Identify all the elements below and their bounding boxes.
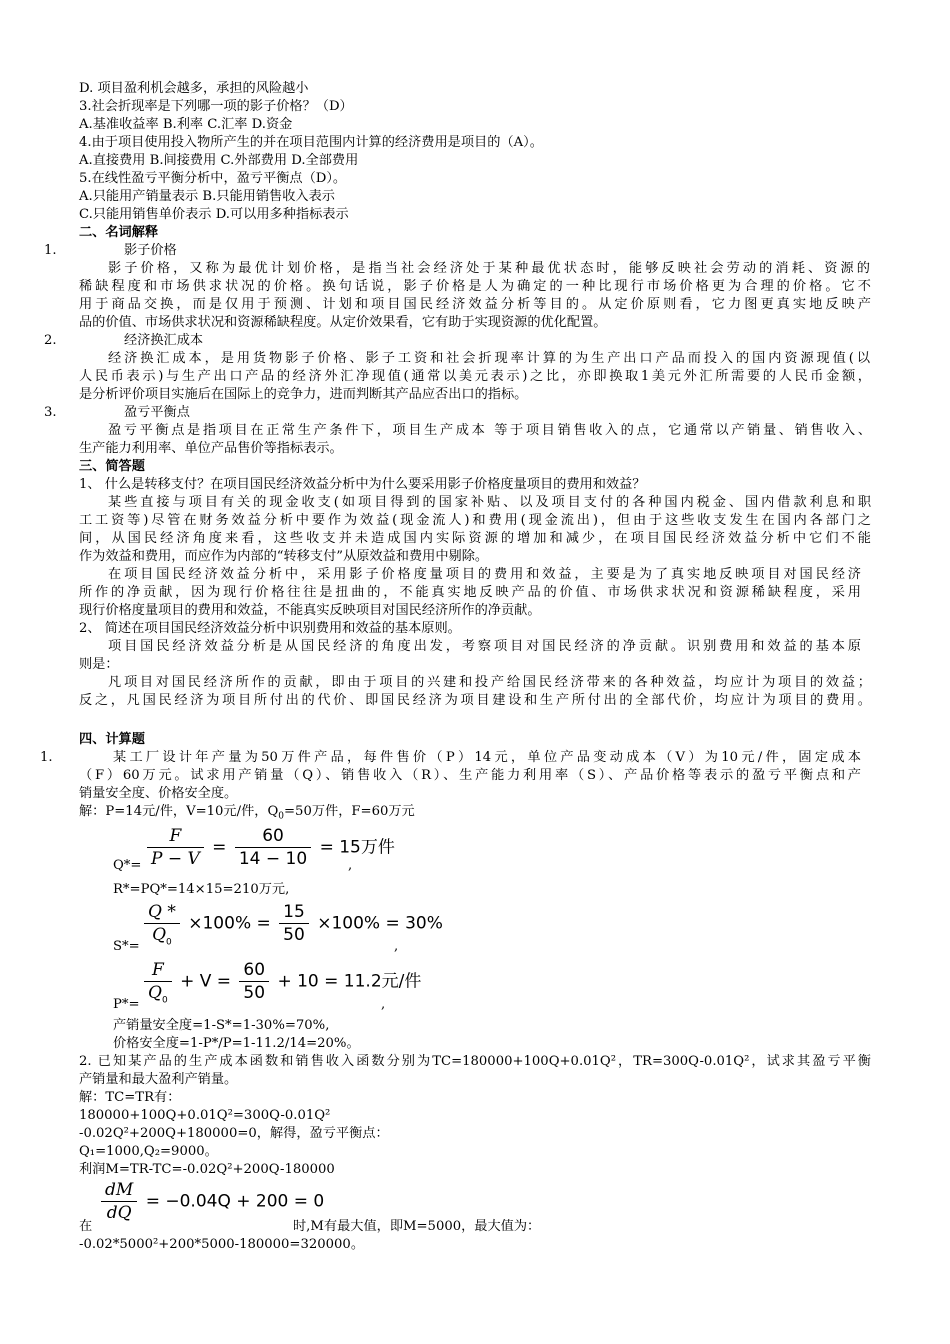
safety-line: 产销量安全度=1-S*=1-30%=70%, xyxy=(113,1018,330,1033)
term-body: 影子价格，又称为最优计划价格，是指当社会经济处于某种最优状态时，能够反映社会劳动的消耗、资源的 xyxy=(108,261,870,276)
solution-line: 在 xyxy=(79,1219,93,1234)
term-title: 盈亏平衡点 xyxy=(124,405,190,420)
section-heading: 二、名词解释 xyxy=(79,225,159,240)
term-body: 稀缺程度和市场供求状况的价格。换句话说，影子价格是人为确定的一种比现行市场价格更为合理的价格。它不 xyxy=(79,279,871,294)
term-body: 经济换汇成本，是用货物影子价格、影子工资和社会折现率计算的为生产出口产品而投入的国内资源现值(以 xyxy=(108,351,870,366)
r-star-line: R*=PQ*=14×15=210万元, xyxy=(113,882,290,897)
term-number: 3. xyxy=(44,405,57,420)
p-star-label: P*= xyxy=(113,997,140,1012)
derivative-equation: $\frac{dM}{dQ}$ = −0.04Q + 200 = 0 xyxy=(98,1180,324,1223)
section-heading: 四、计算题 xyxy=(79,732,145,747)
term-body: 盈亏平衡点是指项目在正常生产条件下，项目生产成本 等于项目销售收入的点，它通常以产销量、销售收入、 xyxy=(108,423,871,438)
answer-line: 工工资等)尽管在财务效益分析中要作为效益(现金流人)和费用(现金流出)，但由于这些收支发生在国内各部门之 xyxy=(79,513,871,528)
term-title: 影子价格 xyxy=(124,243,177,258)
term-number: 2. xyxy=(44,333,57,348)
q-star-label: Q*= xyxy=(113,858,142,873)
question-line: 1、 什么是转移支付？在项目国民经济效益分析中为什么要采用影子价格度量项目的费用和效益？ xyxy=(79,477,646,492)
question-line: 2、 简述在项目国民经济效益分析中识别费用和效益的基本原则。 xyxy=(79,621,461,636)
option-line: C.只能用销售单价表示 D.可以用多种指标表示 xyxy=(79,207,349,222)
option-line: D. 项目盈利机会越多，承担的风险越小 xyxy=(79,81,309,96)
solution-line: -0.02*5000²+200*5000-180000=320000。 xyxy=(79,1237,365,1252)
term-body: 用于商品交换，而是仅用于预测、计划和项目国民经济效益分析等目的。从定价原则看，它力图更真实地反映产 xyxy=(79,297,871,312)
answer-line: 作为效益和费用，而应作为内部的“转移支付”从原效益和费用中剔除。 xyxy=(79,549,489,564)
term-number: 1. xyxy=(44,243,57,258)
term-body: 生产能力利用率、单位产品售价等指标表示。 xyxy=(79,441,343,456)
problem-text: 销量安全度、价格安全度。 xyxy=(79,786,238,801)
solution-line: 时,M有最大值，即M=5000，最大值为： xyxy=(293,1219,541,1234)
answer-line: 项目国民经济效益分析是从国民经济的角度出发，考察项目对国民经济的净贡献。识别费用和效益的基本原 xyxy=(108,639,861,654)
answer-line: 在项目国民经济效益分析中，采用影子价格度量项目的费用和效益，主要是为了真实地反映项目对国民经济 xyxy=(108,567,861,582)
question-line: 5.在线性盈亏平衡分析中，盈亏平衡点（D）。 xyxy=(79,171,347,186)
solution-line: 利润M=TR-TC=-0.02Q²+200Q-180000 xyxy=(79,1162,335,1177)
answer-line: 所作的净贡献，因为现行价格往往是扭曲的，不能真实地反映产品的价值、市场供求状况和资源稀缺程度，采用 xyxy=(79,585,861,600)
problem-text: 某工厂设计年产量为50万件产品，每件售价（P）14元，单位产品变动成本（V）为10元/件，固定成本 xyxy=(113,750,861,765)
option-line: A.基准收益率 B.利率 C.汇率 D.资金 xyxy=(79,117,293,132)
solution-line: Q₁=1000,Q₂=9000。 xyxy=(79,1144,218,1159)
question-line: 3.社会折现率是下列哪一项的影子价格？（D） xyxy=(79,99,353,114)
answer-line: 则是： xyxy=(79,657,119,672)
term-title: 经济换汇成本 xyxy=(124,333,204,348)
question-line: 4.由于项目使用投入物所产生的并在项目范围内计算的经济费用是项目的（A）。 xyxy=(79,135,543,150)
comma: , xyxy=(348,858,353,873)
answer-line: 间，从国民经济角度来看，这些收支并未造成国内实际资源的增加和减少，在项目国民经济效益分析中它们不能 xyxy=(79,531,871,546)
problem-text: （F）60万元。试求用产销量（Q）、销售收入（R）、生产能力利用率（S）、产品价格等表示的盈亏平衡点和产 xyxy=(79,768,861,783)
answer-line: 某些直接与项目有关的现金收支(如项目得到的国家补贴、以及项目支付的各种国内税金、国内借款利息和职 xyxy=(108,495,871,510)
solution-line: 解：TC=TR有： xyxy=(79,1090,181,1105)
q-star-equation: $\frac{F}{P - V}$ = $\frac{60}{14 - 10}$ = 15万件 xyxy=(144,826,395,869)
problem-text: 产销量和最大盈利产销量。 xyxy=(79,1072,238,1087)
problem-text: 2. 已知某产品的生产成本函数和销售收入函数分别为TC=180000+100Q+0.01Q²，TR=300Q-0.01Q²，试求其盈亏平衡 xyxy=(79,1054,871,1069)
section-heading: 三、简答题 xyxy=(79,459,145,474)
answer-line: 现行价格度量项目的费用和效益，不能真实反映项目对国民经济所作的净贡献。 xyxy=(79,603,541,618)
s-star-equation: $\frac{Q *}{Q_0}$ ×100% = $\frac{15}{50}$ ×100% = 30% xyxy=(141,902,443,945)
answer-line: 凡项目对国民经济所作的贡献，即由于项目的兴建和投产给国民经济带来的各种效益，均应计为项目的效益； xyxy=(108,675,871,690)
term-body: 品的价值、市场供求状况和资源稀缺程度。从定价效果看，它有助于实现资源的优化配置。 xyxy=(79,315,607,330)
comma: , xyxy=(394,939,399,954)
option-line: A.直接费用 B.间接费用 C.外部费用 D.全部费用 xyxy=(79,153,359,168)
solution-line: 180000+100Q+0.01Q²=300Q-0.01Q² xyxy=(79,1108,331,1123)
solution-given: 解：P=14元/件，V=10元/件，$Q_0=50$万件，F=60万元 xyxy=(79,804,415,822)
s-star-label: S*= xyxy=(113,939,140,954)
term-body: 人民币表示)与生产出口产品的经济外汇净现值(通常以美元表示)之比，亦即换取1美元外汇所需要的人民币金额， xyxy=(79,369,871,384)
p-star-equation: $\frac{F}{Q_0}$ + V = $\frac{60}{50}$ + 10 = 11.2元/件 xyxy=(141,960,421,1003)
answer-line: 反之，凡国民经济为项目所付出的代价、即国民经济为项目建设和生产所付出的全部代价，均应计为项目的费用。 xyxy=(79,693,871,708)
comma: , xyxy=(381,997,386,1012)
safety-line: 价格安全度=1-P*/P=1-11.2/14=20%。 xyxy=(113,1036,360,1051)
option-line: A.只能用产销量表示 B.只能用销售收入表示 xyxy=(79,189,335,204)
problem-number: 1. xyxy=(40,750,53,765)
solution-line: -0.02Q²+200Q+180000=0，解得，盈亏平衡点： xyxy=(79,1126,389,1141)
term-body: 是分析评价项目实施后在国际上的竞争力，进而判断其产品应否出口的指标。 xyxy=(79,387,528,402)
